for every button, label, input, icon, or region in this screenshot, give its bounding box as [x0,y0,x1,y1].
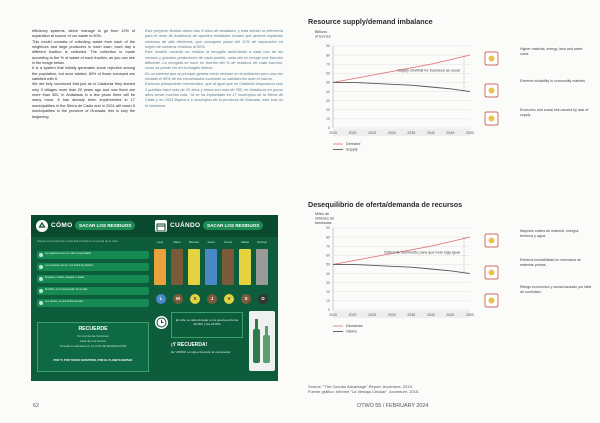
x-tick-label: 2030 [387,130,396,135]
paragraph: This model consists of collecting waste from each of the neighbors and large producers in each town, each day a different fraction is collected. The collection is made according to the % of waste of each fraction, as you can see in the image below. [32,39,135,66]
clock-icon [155,316,168,329]
x-tick-label: 2020 [348,312,357,317]
cuando-title: CUÁNDO [170,222,201,229]
chart-1-title: Resource supply/demand imbalance [308,17,433,26]
day-badge: S [241,294,251,304]
y-tick-label: 30 [326,98,330,103]
y-tick-label: 70 [326,62,330,67]
risk-icon-dot [489,298,495,304]
y-axis-label: toneladas [315,221,332,226]
risk-icon-dot [489,116,495,122]
como-title: CÓMO [51,222,73,229]
chart-annotation: Déficit de suministro para que todo siga igual [384,250,460,255]
chart-1-svg [305,30,520,162]
glass-bottles-image [249,311,275,371]
spanish-text-column [145,29,283,109]
x-tick-label: 2050 [466,312,474,317]
chart-2-title: Desequilibrio de oferta/demanda de recursos [308,200,463,209]
list-item: El papel y cartón, plegado y atado [37,275,149,283]
y-tick-label: 20 [326,107,330,112]
legend-label: Supply [346,147,358,152]
y-axis-label: millones de [315,216,335,221]
chart-2-note: Extrema inestabilidad en mercados de materias primas. [520,258,582,267]
source-es: Fuente gráfico: Informe "La Ventaja Circular". Accenture, 2015. [308,389,420,395]
bin-label: Viernes [223,241,233,244]
y-tick-label: 0 [328,308,330,313]
risk-icon-dot [489,238,495,244]
bin-icon [154,249,166,285]
day-badge: L [156,294,166,304]
y-tick-label: 40 [326,271,330,276]
x-tick-label: 2015 [329,312,337,317]
y-tick-label: 80 [326,235,330,240]
y-tick-label: 30 [326,280,330,285]
risk-icon-dot [489,56,495,62]
x-tick-label: 2050 [466,130,474,135]
y-axis-label: Billions [315,30,328,34]
poster-subtitle: Separa correctamente y deposita la bolsa en la puerta de tu casa [37,239,118,243]
chart-1-note: Economic and social risk caused by lack of supply [520,108,589,117]
recuerde-line: Consulta tu calendario en LA GUÍA DE SEGREGACIÓN [59,345,127,348]
english-text-column [32,29,135,120]
chart-1-note: Extreme instability in commodity markets [520,79,586,83]
paragraph: efficiency systems, which manage to go from 12% of separation at source of our waste to 50%. [32,29,135,39]
day-badge: D [258,294,268,304]
day-badge: X [190,294,200,304]
chart-2-note: Mayores costes de material, energía, terrenos y agua. [520,229,580,238]
calendar-icon [155,220,167,232]
y-tick-label: 60 [326,71,330,76]
recuerde-box [37,322,149,372]
bin-icon [205,249,217,285]
y-tick-label: 20 [326,289,330,294]
y-recuerda-title: ¡Y RECUERDA! [171,342,208,348]
recuerde-footer: POR TI, POR TODOS NOSOTROS, POR EL PLANETA SEPARA [53,359,133,362]
recuerde-title: RECUERDE [78,326,108,332]
y-tick-label: 90 [326,44,330,49]
risk-icon-dot [489,270,495,276]
chart-2-note: Riesgo económico y social causado por falta de suministro [520,285,592,294]
paragraph: Este proyecto finaliza ahora tras 5 años de andadura, y está siendo la referencia para el resto de Andalucía de aquellos entidades locales que quieren implantar sistemas de alta eficiencia, que consiguen pasar del 12% de separación en origen de nuestros residuos al 50%. [145,29,283,50]
x-tick-label: 2015 [329,130,337,135]
series-line-supply [333,82,470,91]
x-tick-label: 2045 [446,130,455,135]
list-item: Los envases van en una bolsa de plástico [37,263,149,271]
y-axis-label: Miles de [315,212,330,216]
risk-icon-dot [489,88,495,94]
x-tick-label: 2045 [446,312,455,317]
source-notes [308,384,419,395]
x-tick-label: 2020 [348,130,357,135]
x-tick-label: 2030 [387,312,396,317]
legend-label: Demanda [346,324,363,328]
paragraph: Este modelo consiste en realizar la recogida domiciliaria a cada uno de los vecinos y grandes productores de cada pueblo, cada día se recoge una fracción diferente. La recogida se hace en función del % de residuos de cada fracción, como se puede ver en la imagen inferior. [145,50,283,71]
x-tick-label: 2035 [407,312,416,317]
recuerde-line: No mezcles las fracciones [77,335,109,338]
bin-label: Martes [173,241,181,244]
y-tick-label: 90 [326,226,330,231]
bin-label: Domingo [257,241,267,244]
day-badge: V [224,294,234,304]
schedule-box: El cubo se deberá dejar en la puerta entre las 20:00h y las 22:00h [171,312,243,338]
y-tick-label: 60 [326,253,330,258]
bin-icon [188,249,200,285]
bin-icon [256,249,268,285]
legend-label: Oferta [346,329,357,334]
x-tick-label: 2040 [426,130,435,135]
paragraph: Estamos plenamente convencidos, que al igual que en Cataluña empezaron solo 3 pueblos hace más de 20 años y ahora son más de 300, en Andalucía en pocos años serán muchos más. Ya se ha implantado en 17 municipios de la Sierra de Cádiz y en 2024 llegará a 6 municipios de la provincia de Granada, esto solo es el comienzo. [145,82,283,108]
x-tick-label: 2025 [368,130,377,135]
y-tick-label: 70 [326,244,330,249]
list-item: El vidrio, en el contenedor de la calle [37,287,149,295]
y-tick-label: 10 [326,299,330,304]
bin-icon [239,249,251,285]
recycle-icon [36,220,48,232]
bins-row [153,241,273,291]
y-axis-label: of tonnes [315,34,331,39]
y-tick-label: 50 [326,80,330,85]
bin-label: Miércoles [188,241,200,244]
chart-2-svg [305,212,520,347]
series-line-oferta [333,264,470,273]
paragraph: Es un sistema que al principio genera cierto rechazo en la población pero una vez iniciado el 80% de los encuestados muestran su satisfacción ante el mismo. [145,71,283,82]
sacar-pill-left: SACAR LOS RESIDUOS [75,221,135,230]
chart-1-note: Higher material, energy, land and water costs [520,47,583,56]
source-en: Source: "The Circular Advantage" Report. Accenture, 2015. [308,384,413,389]
day-badge: M [173,294,183,304]
y-tick-label: 50 [326,262,330,267]
y-tick-label: 40 [326,89,330,94]
x-tick-label: 2035 [407,130,416,135]
vidrio-note: EL VIDRIO se sigue llevando al contenedor [171,350,231,354]
bin-label: Jueves [207,241,215,244]
day-badge: J [207,294,217,304]
y-tick-label: 80 [326,53,330,58]
recuerde-line: Cada día una fracción [79,340,107,343]
legend-label: Demand [346,142,361,146]
bin-label: Sábado [240,241,250,244]
page-number: 62 [33,403,39,409]
waste-collection-poster [31,215,278,381]
bin-label: Lunes [156,241,164,244]
magazine-footer: OTWO 55 / FEBRUARY 2024 [357,403,429,409]
y-tick-label: 10 [326,117,330,122]
list-item: Los restos, en una bolsa cerrada [37,299,149,307]
paragraph: We are fully convinced that just as in Catalonia they started only 3 villages more than 20 years ago and now there are more than 300, in Andalusia in a few years there will be many more. It has already been implemented in 17 municipalities in the Sierra de Cadiz and in 2024 will reach 6 municipalities in the province of Granada, this is only the beginning. [32,82,135,119]
bin-icon [171,249,183,285]
bin-icon [222,249,234,285]
x-tick-label: 2025 [368,312,377,317]
sacar-pill-right: SACAR LOS RESIDUOS [203,221,263,230]
y-tick-label: 0 [328,126,330,131]
list-item: La orgánica va en un cubo compostable [37,251,149,259]
x-tick-label: 2040 [426,312,435,317]
paragraph: It is a system that initially generates some rejection among the population, but once started, 80% of those surveyed are satisfied with it. [32,66,135,82]
days-row [153,294,273,306]
chart-annotation: Supply shortfall for business as usual [397,68,460,73]
